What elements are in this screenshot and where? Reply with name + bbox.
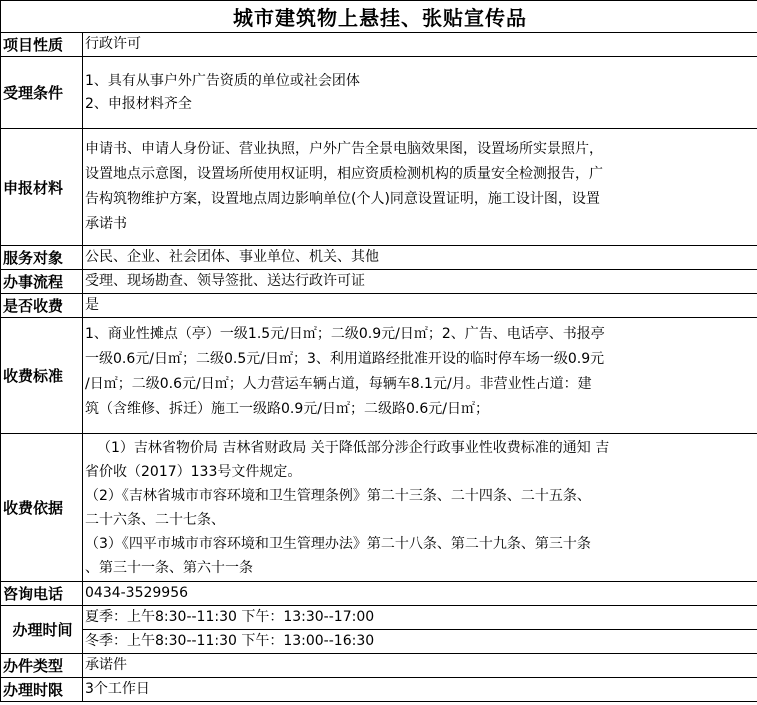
value-charge: 是	[83, 294, 757, 318]
basis-line: 省价收（2017）133号文件规定。	[85, 463, 302, 480]
value-standard	[83, 318, 757, 434]
basis-line: 二十六条、二十七条、	[85, 511, 225, 528]
condition-line: 2、申报材料齐全	[85, 95, 192, 112]
row-limit	[1, 678, 757, 702]
materials-line: 告构筑物维护方案，设置地点周边影响单位(个人)同意设置证明，施工设计图，设置	[85, 191, 600, 207]
value-basis	[83, 434, 757, 582]
label-standard: 收费标准	[1, 318, 83, 434]
label-conditions: 受理条件	[1, 57, 83, 129]
value-process: 受理、现场勘查、领导签批、送达行政许可证	[83, 270, 757, 294]
row-materials	[1, 129, 757, 246]
row-conditions	[1, 57, 757, 129]
value-conditions	[83, 57, 757, 129]
materials-line: 设置地点示意图，设置场所使用权证明，相应资质检测机构的质量安全检测报告，广	[85, 166, 603, 182]
basis-line: 、第三十一条、第六十一条	[85, 559, 253, 576]
materials-line: 承诺书	[85, 216, 127, 232]
page-title: 城市建筑物上悬挂、张贴宣传品	[1, 1, 757, 33]
label-type: 办件类型	[1, 654, 83, 678]
row-nature	[1, 33, 757, 57]
label-materials: 申报材料	[1, 129, 83, 246]
row-hours-winter	[1, 630, 757, 654]
value-targets: 公民、企业、社会团体、事业单位、机关、其他	[83, 246, 757, 270]
label-basis: 收费依据	[1, 434, 83, 582]
condition-line: 1、具有从事户外广告资质的单位或社会团体	[85, 72, 360, 89]
row-phone	[1, 582, 757, 606]
label-nature: 项目性质	[1, 33, 83, 57]
value-materials	[83, 129, 757, 246]
label-targets: 服务对象	[1, 246, 83, 270]
row-basis	[1, 434, 757, 582]
standard-line: 筑（含维修、拆迁）施工一级路0.9元/日㎡；二级路0.6元/日㎡；	[85, 401, 489, 417]
basis-line: （1）吉林省物价局 吉林省财政局 关于降低部分涉企行政事业性收费标准的通知 吉	[97, 439, 610, 456]
label-hours: 办理时间	[1, 606, 83, 654]
basis-line: （3）《四平市城市市容环境和卫生管理办法》第二十八条、第二十九条、第三十条	[85, 535, 591, 552]
standard-line: /日㎡；二级0.6元/日㎡；人力营运车辆占道，每辆车8.1元/月。非营业性占道：建	[85, 376, 592, 392]
row-process	[1, 270, 757, 294]
row-type	[1, 654, 757, 678]
value-phone: 0434-3529956	[83, 582, 757, 606]
label-phone: 咨询电话	[1, 582, 83, 606]
value-hours-summer: 夏季：上午8:30--11:30 下午：13:30--17:00	[83, 606, 757, 630]
standard-line: 一级0.6元/日㎡；二级0.5元/日㎡；3、利用道路经批准开设的临时停车场一级0.9元	[85, 351, 605, 367]
value-type: 承诺件	[83, 654, 757, 678]
row-charge	[1, 294, 757, 318]
value-limit: 3个工作日	[83, 678, 757, 702]
value-nature: 行政许可	[83, 33, 757, 57]
standard-line: 1、商业性摊点（亭）一级1.5元/日㎡；二级0.9元/日㎡；2、广告、电话亭、书报亭	[85, 326, 605, 342]
materials-line: 申请书、申请人身份证、营业执照，户外广告全景电脑效果图，设置场所实景照片，	[85, 141, 603, 157]
row-targets	[1, 246, 757, 270]
label-process: 办事流程	[1, 270, 83, 294]
row-standard	[1, 318, 757, 434]
basis-line: （2）《吉林省城市市容环境和卫生管理条例》第二十三条、二十四条、二十五条、	[85, 487, 591, 504]
label-limit: 办理时限	[1, 678, 83, 702]
row-hours-summer	[1, 606, 757, 630]
value-hours-winter: 冬季：上午8:30--11:30 下午：13:00--16:30	[83, 630, 757, 654]
label-charge: 是否收费	[1, 294, 83, 318]
